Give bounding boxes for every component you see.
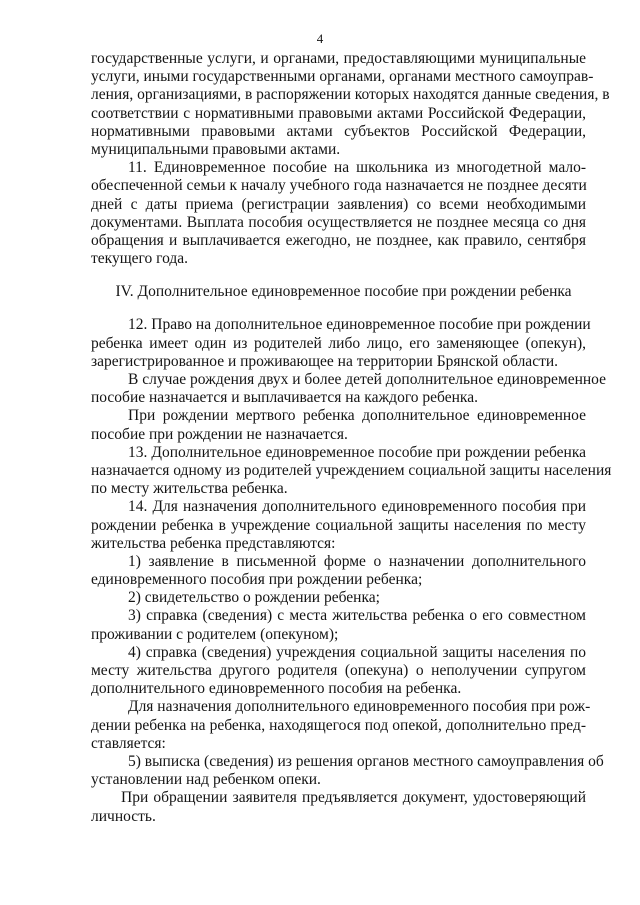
spacer xyxy=(91,268,586,283)
paragraph-11 xyxy=(91,159,586,268)
text-line: При обращении заявителя предъявляется документ, удостоверяющий xyxy=(121,789,586,807)
text-line: нормативными правовыми актами субъектов Российской Федерации, xyxy=(91,122,586,140)
text-line: услуги, иными государственными органами, органами местного самоуправ- xyxy=(91,68,594,86)
section-heading: IV. Дополнительное единовременное пособие при рождении ребенка xyxy=(115,283,572,301)
text-line: 14. Для назначения дополнительного единовременного пособия при xyxy=(128,498,586,516)
paragraph-stillborn xyxy=(91,407,586,443)
text-line: текущего года. xyxy=(91,250,189,268)
text-line: единовременного пособия при рождении ребенка; xyxy=(91,571,423,589)
text-line: 5) выписка (сведения) из решения органов местного самоуправления об xyxy=(128,752,604,770)
text-line: 3) справка (сведения) с места жительства ребенка о его совместном xyxy=(128,607,586,625)
text-line: 2) свидетельство о рождении ребенка; xyxy=(128,589,380,607)
text-line: обращения и выплачивается ежегодно, не позднее, как правило, сентября xyxy=(91,231,586,249)
text-line: 13. Дополнительное единовременное пособие при рождении ребенка xyxy=(128,443,586,461)
list-item-2 xyxy=(91,589,586,607)
text-line: назначается одному из родителей учреждением социальной защиты населения xyxy=(91,461,612,479)
text-line: 11. Единовременное пособие на школьника из многодетной мало- xyxy=(128,159,586,177)
paragraph-12 xyxy=(91,316,591,371)
text-line: месту жительства другого родителя (опекуна) о неполучении супругом xyxy=(91,662,586,679)
text-line: дении ребенка на ребенка, находящегося под опекой, дополнительно пред- xyxy=(91,716,586,734)
paragraph-services-continuation xyxy=(91,50,610,159)
text-line: по месту жительства ребенка. xyxy=(91,480,288,498)
text-line: ребенка имеет один из родителей либо лицо, его заменяющее (опекун), xyxy=(91,334,586,352)
paragraph-guardianship xyxy=(91,698,591,753)
list-item-4 xyxy=(91,644,586,699)
text-line: установлении над ребенком опеки. xyxy=(91,771,321,789)
text-line: муниципальными правовыми актами. xyxy=(91,140,341,158)
text-line: Для назначения дополнительного единовременного пособия при рож- xyxy=(128,698,591,716)
text-line: жительства ребенка представляются: xyxy=(91,534,336,552)
text-line: обеспеченной семьи к началу учебного года назначается не позднее десяти xyxy=(91,177,587,195)
page-number: 4 xyxy=(316,31,324,46)
spacer xyxy=(91,301,586,316)
list-item-3 xyxy=(91,607,586,643)
text-line: государственные услуги, и органами, предоставляющими муниципальные xyxy=(91,50,586,67)
text-line: 1) заявление в письменной форме о назначении дополнительного xyxy=(128,552,586,570)
text-line: пособие назначается и выплачивается на каждого ребенка. xyxy=(91,389,478,407)
text-line: дополнительного единовременного пособия на ребенка. xyxy=(91,680,462,698)
list-item-1 xyxy=(91,553,586,589)
text-line: зарегистрированное и проживающее на территории Брянской области. xyxy=(91,352,559,370)
text-line: проживании с родителем (опекуном); xyxy=(91,625,339,643)
text-line: При рождении мертвого ребенка дополнительное единовременное xyxy=(128,407,586,425)
text-line: ставляется: xyxy=(91,734,166,752)
text-line: рождении ребенка в учреждение социальной защиты населения по месту xyxy=(91,516,586,534)
text-line: личность. xyxy=(91,807,156,825)
text-line: ления, организациями, в распоряжении которых находятся данные сведения, в xyxy=(91,86,610,104)
text-line: дней с даты приема (регистрации заявления) со всеми необходимыми xyxy=(91,195,586,213)
document-body xyxy=(91,50,612,826)
text-line: документами. Выплата пособия осуществляется не позднее месяца со дня xyxy=(91,213,586,231)
text-line: 4) справка (сведения) учреждения социальной защиты населения по xyxy=(128,643,586,661)
paragraph-identity-document xyxy=(91,789,586,825)
text-line: соответствии с нормативными правовыми актами Российской Федерации, xyxy=(91,104,586,122)
text-line: 12. Право на дополнительное единовременное пособие при рождении xyxy=(128,316,591,334)
paragraph-14 xyxy=(91,498,586,553)
text-line: пособие при рождении не назначается. xyxy=(91,425,348,443)
list-item-5 xyxy=(91,752,604,789)
text-line: В случае рождения двух и более детей дополнительное единовременное xyxy=(128,371,606,388)
paragraph-13 xyxy=(91,443,612,499)
paragraph-multiple-births xyxy=(91,371,606,407)
